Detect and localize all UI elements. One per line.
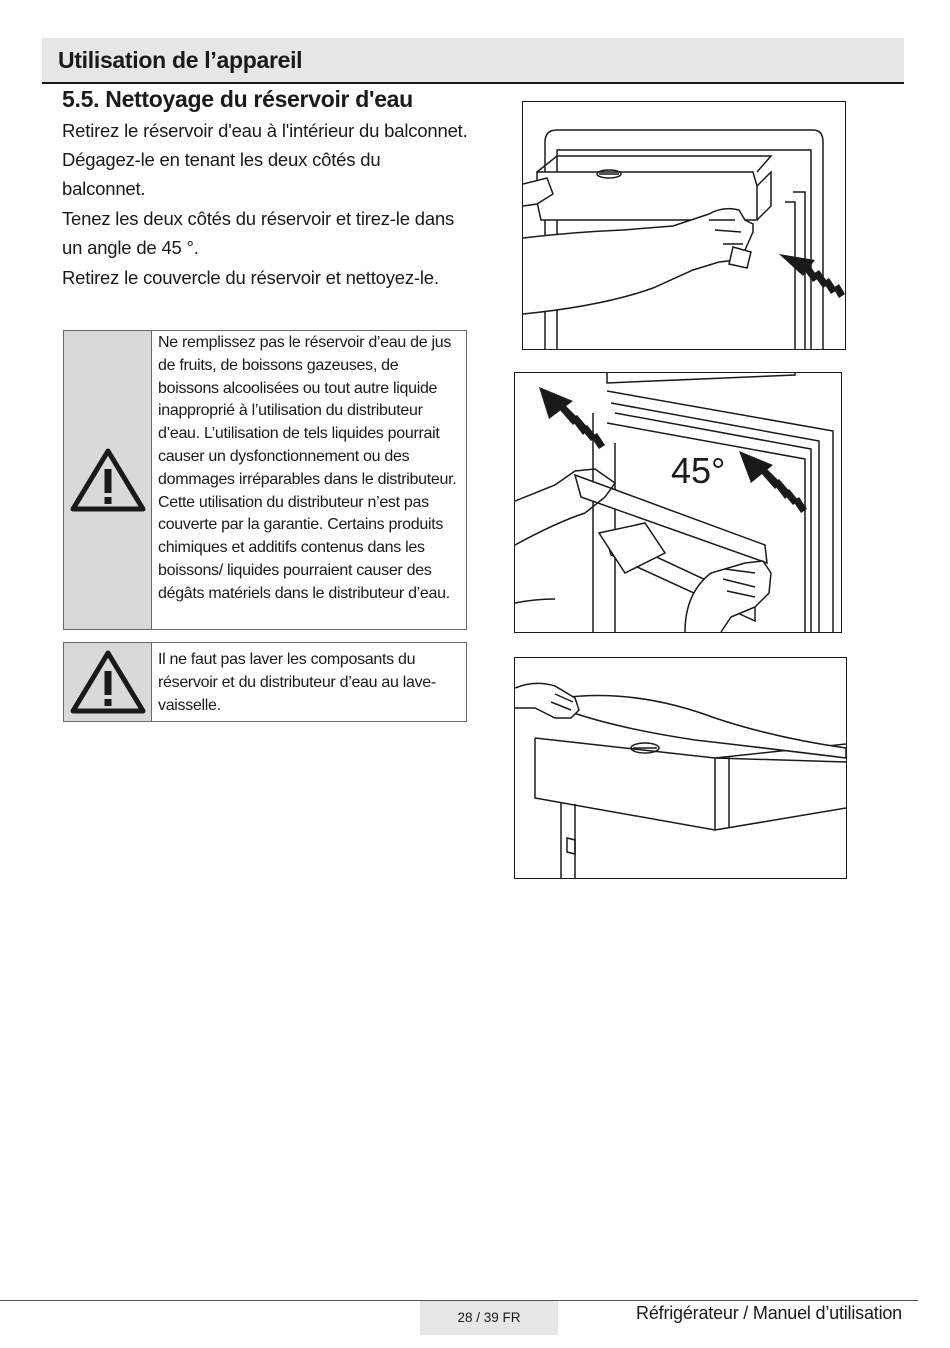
instruction-4: Retirez le couvercle du réservoir et nettoyez-le. — [62, 267, 439, 288]
illustration-remove-tank — [523, 102, 845, 349]
figure-remove-tank — [522, 101, 846, 350]
angle-label: 45° — [671, 450, 726, 491]
header-title: Utilisation de l’appareil — [58, 47, 303, 73]
warning-text-liquids: Ne remplissez pas le réservoir d’eau de jus de fruits, de boissons gazeuses, de boissons alcoolisées ou tout autre liquide inapproprié à l’utilisation du distributeur d’eau. L’utilisation de tels liquides pourrait causer un dysfonctionnement ou des dommages irréparables dans le distributeur. Cette utilisation du distributeur n’est pas couverte par la garantie. Certains produits chimiques et additifs contenus dans les boissons/ liquides pourraient causer des dégâts matériels dans le distributeur d’eau. — [158, 334, 457, 602]
page-header — [42, 38, 904, 84]
instruction-2: Dégagez-le en tenant les deux côtés du balconnet. — [62, 149, 381, 199]
instruction-1: Retirez le réservoir d'eau à l'intérieur du balconnet. — [62, 120, 468, 141]
footer-title: Réfrigérateur / Manuel d’utilisation — [636, 1303, 902, 1323]
figure-remove-lid — [514, 657, 847, 879]
warning-triangle-icon — [70, 447, 146, 513]
section-title: 5.5. Nettoyage du réservoir d'eau — [62, 86, 413, 112]
warning-text-dishwasher: Il ne faut pas laver les composants du réservoir et du distributeur d’eau au lave-vaisselle. — [158, 651, 436, 714]
page-number: 28 / 39 FR — [420, 1301, 558, 1335]
warning-icon-cell — [64, 643, 152, 721]
warning-box-dishwasher — [63, 642, 467, 722]
instruction-3: Tenez les deux côtés du réservoir et tirez-le dans un angle de 45 °. — [62, 208, 455, 258]
warning-icon-cell — [64, 331, 152, 629]
warning-box-liquids — [63, 330, 467, 630]
warning-triangle-icon — [70, 649, 146, 715]
illustration-remove-lid — [515, 658, 846, 878]
illustration-tilt-tank — [515, 373, 841, 632]
figure-tilt-tank — [514, 372, 842, 633]
